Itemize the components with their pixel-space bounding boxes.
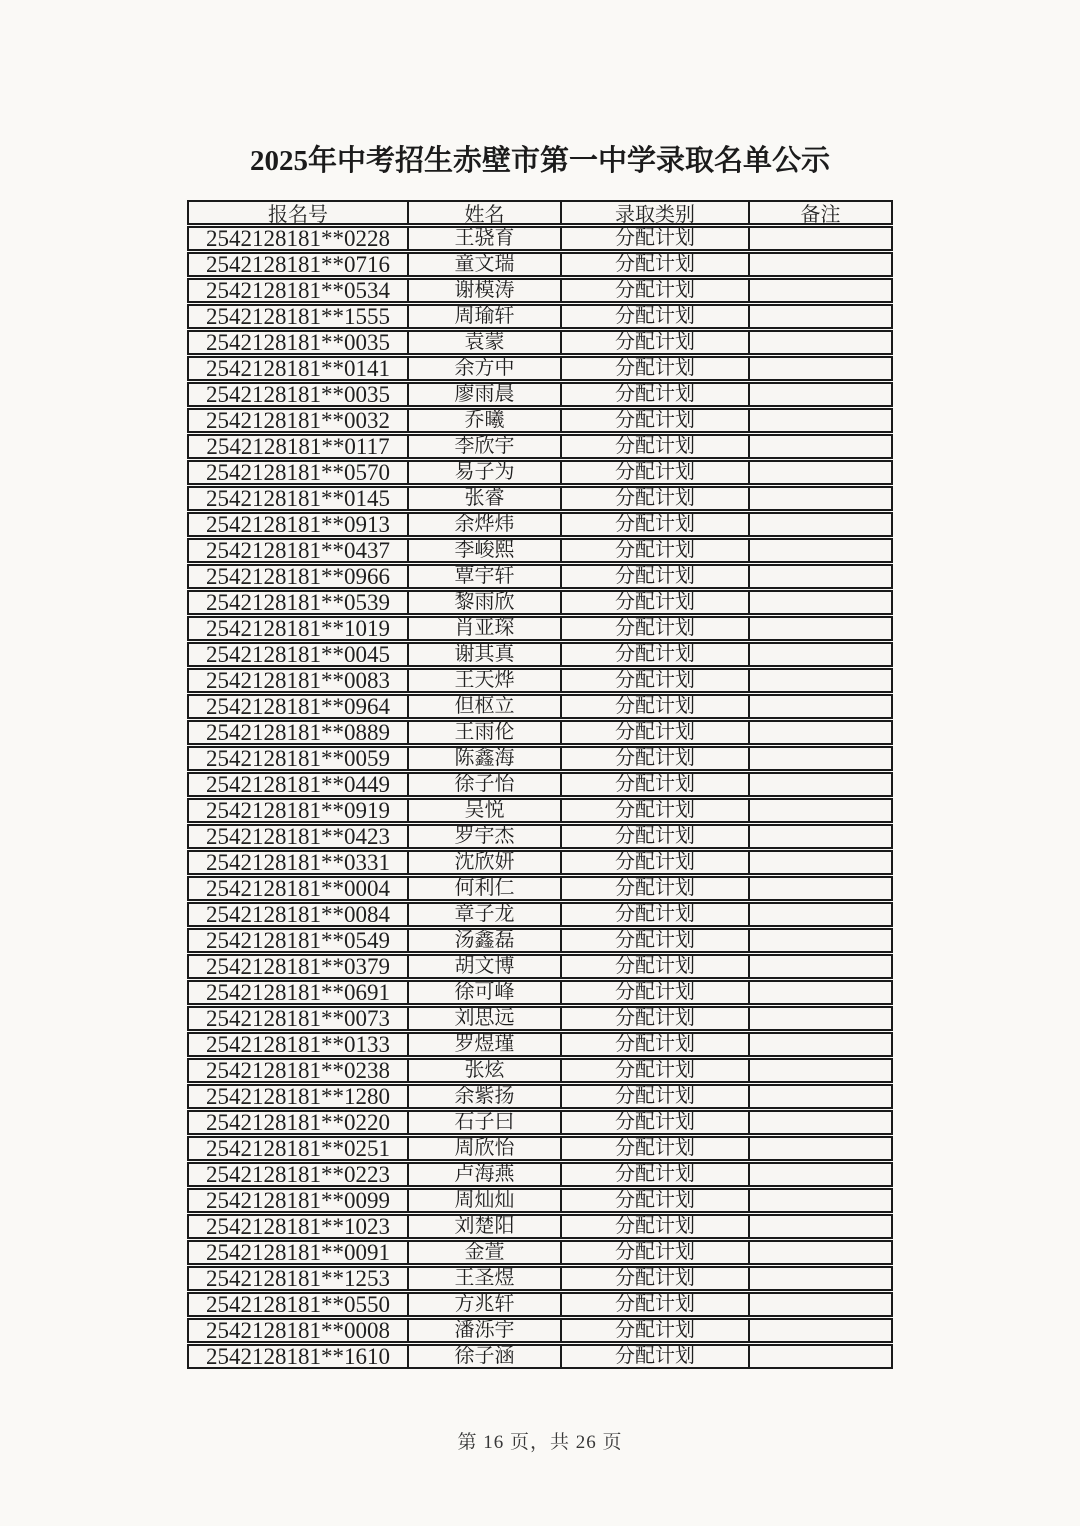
cell-category: 分配计划 — [562, 436, 750, 457]
cell-category: 分配计划 — [562, 748, 750, 769]
cell-category: 分配计划 — [562, 540, 750, 561]
table-row — [187, 902, 893, 927]
cell-note — [750, 826, 891, 847]
header-name: 姓名 — [409, 202, 562, 223]
table-row — [187, 512, 893, 537]
cell-registration-number: 2542128181**0099 — [189, 1190, 409, 1211]
cell-name: 周欣怡 — [409, 1138, 562, 1159]
cell-registration-number: 2542128181**1019 — [189, 618, 409, 639]
cell-registration-number: 2542128181**1280 — [189, 1086, 409, 1107]
cell-category: 分配计划 — [562, 1034, 750, 1055]
cell-note — [750, 982, 891, 1003]
table-row — [187, 460, 893, 485]
cell-registration-number: 2542128181**0084 — [189, 904, 409, 925]
table-row — [187, 252, 893, 277]
cell-name: 徐可峰 — [409, 982, 562, 1003]
cell-category: 分配计划 — [562, 1320, 750, 1341]
table-row — [187, 1162, 893, 1187]
cell-note — [750, 1034, 891, 1055]
cell-note — [750, 1268, 891, 1289]
cell-name: 何利仁 — [409, 878, 562, 899]
table-row — [187, 538, 893, 563]
cell-name: 沈欣妍 — [409, 852, 562, 873]
cell-category: 分配计划 — [562, 280, 750, 301]
cell-registration-number: 2542128181**0913 — [189, 514, 409, 535]
cell-category: 分配计划 — [562, 1086, 750, 1107]
cell-note — [750, 774, 891, 795]
cell-name: 王雨伦 — [409, 722, 562, 743]
cell-registration-number: 2542128181**0133 — [189, 1034, 409, 1055]
cell-category: 分配计划 — [562, 1216, 750, 1237]
table-row — [187, 668, 893, 693]
cell-registration-number: 2542128181**0550 — [189, 1294, 409, 1315]
cell-registration-number: 2542128181**0919 — [189, 800, 409, 821]
cell-category: 分配计划 — [562, 722, 750, 743]
cell-note — [750, 410, 891, 431]
cell-note — [750, 436, 891, 457]
cell-category: 分配计划 — [562, 956, 750, 977]
cell-registration-number: 2542128181**0059 — [189, 748, 409, 769]
cell-category: 分配计划 — [562, 358, 750, 379]
table-row — [187, 1188, 893, 1213]
cell-note — [750, 1294, 891, 1315]
cell-registration-number: 2542128181**0035 — [189, 384, 409, 405]
cell-note — [750, 904, 891, 925]
table-row — [187, 694, 893, 719]
cell-category: 分配计划 — [562, 306, 750, 327]
cell-registration-number: 2542128181**0379 — [189, 956, 409, 977]
cell-category: 分配计划 — [562, 826, 750, 847]
cell-registration-number: 2542128181**0238 — [189, 1060, 409, 1081]
cell-note — [750, 1190, 891, 1211]
cell-name: 王骁育 — [409, 228, 562, 249]
cell-registration-number: 2542128181**0549 — [189, 930, 409, 951]
cell-category: 分配计划 — [562, 228, 750, 249]
cell-note — [750, 1320, 891, 1341]
table-row — [187, 798, 893, 823]
cell-note — [750, 852, 891, 873]
cell-name: 罗煜瑾 — [409, 1034, 562, 1055]
cell-name: 黎雨欣 — [409, 592, 562, 613]
table-row — [187, 1110, 893, 1135]
cell-registration-number: 2542128181**0691 — [189, 982, 409, 1003]
cell-note — [750, 722, 891, 743]
cell-category: 分配计划 — [562, 904, 750, 925]
cell-note — [750, 618, 891, 639]
cell-registration-number: 2542128181**1253 — [189, 1268, 409, 1289]
cell-name: 廖雨晨 — [409, 384, 562, 405]
cell-note — [750, 1086, 891, 1107]
table-row — [187, 226, 893, 251]
cell-note — [750, 514, 891, 535]
table-row — [187, 1032, 893, 1057]
cell-category: 分配计划 — [562, 852, 750, 873]
cell-name: 童文瑞 — [409, 254, 562, 275]
cell-note — [750, 566, 891, 587]
cell-registration-number: 2542128181**0570 — [189, 462, 409, 483]
cell-note — [750, 1060, 891, 1081]
table-row — [187, 720, 893, 745]
cell-note — [750, 462, 891, 483]
cell-registration-number: 2542128181**0539 — [189, 592, 409, 613]
table-row — [187, 1084, 893, 1109]
cell-category: 分配计划 — [562, 982, 750, 1003]
cell-name: 李欣宇 — [409, 436, 562, 457]
table-row — [187, 824, 893, 849]
header-admission-category: 录取类别 — [562, 202, 750, 223]
cell-name: 张炫 — [409, 1060, 562, 1081]
cell-name: 徐子怡 — [409, 774, 562, 795]
cell-registration-number: 2542128181**0331 — [189, 852, 409, 873]
table-row — [187, 876, 893, 901]
cell-note — [750, 1138, 891, 1159]
table-row — [187, 928, 893, 953]
cell-category: 分配计划 — [562, 1294, 750, 1315]
cell-category: 分配计划 — [562, 1242, 750, 1263]
cell-name: 刘思远 — [409, 1008, 562, 1029]
cell-name: 覃宇轩 — [409, 566, 562, 587]
cell-category: 分配计划 — [562, 1268, 750, 1289]
cell-category: 分配计划 — [562, 1008, 750, 1029]
cell-note — [750, 1346, 891, 1367]
cell-name: 但枢立 — [409, 696, 562, 717]
cell-registration-number: 2542128181**0008 — [189, 1320, 409, 1341]
table-row — [187, 746, 893, 771]
cell-category: 分配计划 — [562, 332, 750, 353]
cell-name: 李峻熙 — [409, 540, 562, 561]
cell-note — [750, 1216, 891, 1237]
cell-note — [750, 306, 891, 327]
table-row — [187, 590, 893, 615]
cell-category: 分配计划 — [562, 878, 750, 899]
table-row — [187, 278, 893, 303]
cell-name: 罗宇杰 — [409, 826, 562, 847]
cell-note — [750, 358, 891, 379]
header-remarks: 备注 — [800, 204, 841, 226]
cell-category: 分配计划 — [562, 514, 750, 535]
cell-registration-number: 2542128181**0889 — [189, 722, 409, 743]
cell-registration-number: 2542128181**0966 — [189, 566, 409, 587]
cell-registration-number: 2542128181**0534 — [189, 280, 409, 301]
table-row — [187, 1058, 893, 1083]
cell-category: 分配计划 — [562, 644, 750, 665]
cell-name: 陈鑫海 — [409, 748, 562, 769]
cell-name: 王圣煜 — [409, 1268, 562, 1289]
cell-name: 刘楚阳 — [409, 1216, 562, 1237]
header-registration-number: 报名号 — [189, 202, 409, 223]
table-row — [187, 1006, 893, 1031]
table-row — [187, 408, 893, 433]
cell-category: 分配计划 — [562, 462, 750, 483]
cell-category: 分配计划 — [562, 1190, 750, 1211]
cell-registration-number: 2542128181**0220 — [189, 1112, 409, 1133]
table-row — [187, 772, 893, 797]
cell-category: 分配计划 — [562, 1060, 750, 1081]
cell-registration-number: 2542128181**0423 — [189, 826, 409, 847]
cell-registration-number: 2542128181**0251 — [189, 1138, 409, 1159]
cell-note — [750, 1008, 891, 1029]
cell-note — [750, 956, 891, 977]
table-row — [187, 642, 893, 667]
table-row — [187, 564, 893, 589]
cell-category: 分配计划 — [562, 566, 750, 587]
cell-name: 金萱 — [409, 1242, 562, 1263]
table-header-row — [187, 200, 893, 225]
cell-note — [750, 488, 891, 509]
page-footer: 第 16 页，共 26 页 — [457, 1432, 623, 1453]
cell-name: 张睿 — [409, 488, 562, 509]
cell-registration-number: 2542128181**0032 — [189, 410, 409, 431]
cell-category: 分配计划 — [562, 1138, 750, 1159]
table-row — [187, 1292, 893, 1317]
cell-name: 章子龙 — [409, 904, 562, 925]
cell-note — [750, 878, 891, 899]
cell-category: 分配计划 — [562, 1346, 750, 1367]
cell-note — [750, 930, 891, 951]
cell-note — [750, 540, 891, 561]
cell-category: 分配计划 — [562, 488, 750, 509]
cell-name: 方兆轩 — [409, 1294, 562, 1315]
table-row — [187, 850, 893, 875]
cell-note — [750, 1112, 891, 1133]
cell-name: 胡文博 — [409, 956, 562, 977]
table-row — [187, 434, 893, 459]
table-row — [187, 304, 893, 329]
cell-note — [750, 592, 891, 613]
cell-name: 谢其真 — [409, 644, 562, 665]
cell-note — [750, 228, 891, 249]
cell-name: 余方中 — [409, 358, 562, 379]
table-row — [187, 1136, 893, 1161]
cell-category: 分配计划 — [562, 254, 750, 275]
cell-note — [750, 696, 891, 717]
table-row — [187, 1318, 893, 1343]
cell-category: 分配计划 — [562, 592, 750, 613]
cell-category: 分配计划 — [562, 384, 750, 405]
cell-note — [750, 1164, 891, 1185]
cell-note — [750, 670, 891, 691]
cell-name: 卢海燕 — [409, 1164, 562, 1185]
cell-registration-number: 2542128181**0964 — [189, 696, 409, 717]
cell-note — [750, 748, 891, 769]
cell-name: 乔曦 — [409, 410, 562, 431]
cell-category: 分配计划 — [562, 410, 750, 431]
cell-name: 肖亚琛 — [409, 618, 562, 639]
cell-registration-number: 2542128181**0117 — [189, 436, 409, 457]
cell-name: 谢模涛 — [409, 280, 562, 301]
cell-name: 潘泺宇 — [409, 1320, 562, 1341]
cell-note — [750, 800, 891, 821]
cell-registration-number: 2542128181**1610 — [189, 1346, 409, 1367]
cell-registration-number: 2542128181**0145 — [189, 488, 409, 509]
cell-registration-number: 2542128181**0716 — [189, 254, 409, 275]
table-row — [187, 616, 893, 641]
admission-table — [187, 200, 893, 1369]
cell-registration-number: 2542128181**0228 — [189, 228, 409, 249]
cell-category: 分配计划 — [562, 774, 750, 795]
cell-registration-number: 2542128181**0437 — [189, 540, 409, 561]
cell-name: 周瑜轩 — [409, 306, 562, 327]
cell-note — [750, 254, 891, 275]
cell-registration-number: 2542128181**0083 — [189, 670, 409, 691]
cell-category: 分配计划 — [562, 670, 750, 691]
table-row — [187, 382, 893, 407]
cell-note — [750, 384, 891, 405]
table-row — [187, 486, 893, 511]
cell-category: 分配计划 — [562, 1112, 750, 1133]
cell-registration-number: 2542128181**0091 — [189, 1242, 409, 1263]
cell-registration-number: 2542128181**0141 — [189, 358, 409, 379]
cell-category: 分配计划 — [562, 1164, 750, 1185]
cell-note — [750, 332, 891, 353]
cell-note — [750, 644, 891, 665]
cell-note — [750, 280, 891, 301]
cell-registration-number: 2542128181**0449 — [189, 774, 409, 795]
cell-registration-number: 2542128181**0073 — [189, 1008, 409, 1029]
cell-name: 余烨炜 — [409, 514, 562, 535]
cell-name: 汤鑫磊 — [409, 930, 562, 951]
table-row — [187, 980, 893, 1005]
cell-name: 易子为 — [409, 462, 562, 483]
cell-name: 王天烨 — [409, 670, 562, 691]
cell-registration-number: 2542128181**0035 — [189, 332, 409, 353]
cell-registration-number: 2542128181**0045 — [189, 644, 409, 665]
table-row — [187, 1214, 893, 1239]
table-row — [187, 954, 893, 979]
cell-name: 徐子涵 — [409, 1346, 562, 1367]
cell-category: 分配计划 — [562, 696, 750, 717]
page-title: 2025年中考招生赤壁市第一中学录取名单公示 — [249, 145, 830, 177]
table-row — [187, 1266, 893, 1291]
cell-registration-number: 2542128181**0004 — [189, 878, 409, 899]
cell-name: 余紫扬 — [409, 1086, 562, 1107]
cell-registration-number: 2542128181**1555 — [189, 306, 409, 327]
cell-name: 袁蒙 — [409, 332, 562, 353]
cell-category: 分配计划 — [562, 930, 750, 951]
cell-name: 吴悦 — [409, 800, 562, 821]
cell-name: 石子曰 — [409, 1112, 562, 1133]
cell-registration-number: 2542128181**1023 — [189, 1216, 409, 1237]
table-row — [187, 1240, 893, 1265]
table-row — [187, 330, 893, 355]
table-row — [187, 1344, 893, 1369]
cell-name: 周灿灿 — [409, 1190, 562, 1211]
cell-category: 分配计划 — [562, 618, 750, 639]
table-row — [187, 356, 893, 381]
cell-note — [750, 1242, 891, 1263]
cell-category: 分配计划 — [562, 800, 750, 821]
cell-registration-number: 2542128181**0223 — [189, 1164, 409, 1185]
